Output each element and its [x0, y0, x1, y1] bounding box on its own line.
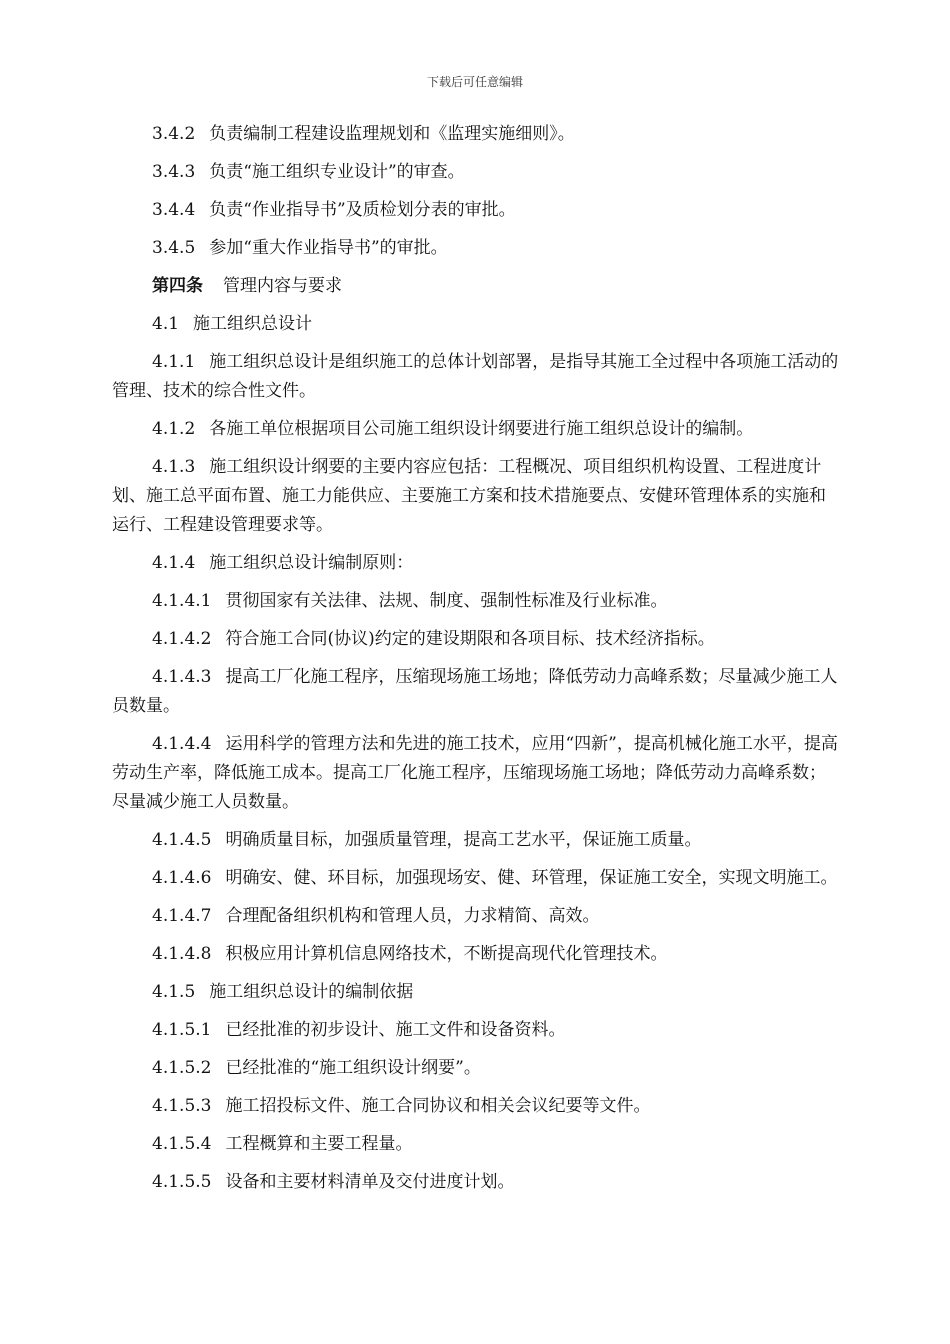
clause-number: 3.4.3 [152, 162, 196, 182]
paragraph [112, 1168, 840, 1197]
clause-number: 4.1.5.2 [152, 1058, 212, 1078]
clause-number: 4.1.5.5 [152, 1172, 212, 1192]
clause-number: 4.1.4.7 [152, 906, 212, 926]
clause-number: 3.4.4 [152, 200, 196, 220]
clause-number: 4.1.5 [152, 982, 196, 1002]
paragraph [112, 310, 840, 339]
clause-number: 4.1.4.8 [152, 944, 212, 964]
paragraph [112, 663, 840, 721]
page-header: 下载后可任意编辑 [426, 75, 523, 89]
clause-text: 贯彻国家有关法律、法规、制度、强制性标准及行业标准。 [225, 591, 668, 611]
clause-text: 各施工单位根据项目公司施工组织设计纲要进行施工组织总设计的编制。 [209, 419, 754, 439]
clause-text: 提高工厂化施工程序，压缩现场施工场地；降低劳动力高峰系数；尽量减少施工人员数量。 [112, 667, 838, 716]
paragraph [112, 587, 840, 616]
paragraph [112, 453, 840, 540]
clause-text: 施工组织设计纲要的主要内容应包括：工程概况、项目组织机构设置、工程进度计划、施工总平面布置、施工力能供应、主要施工方案和技术措施要点、安健环管理体系的实施和运行、工程建设管理要求等。 [112, 457, 826, 535]
paragraph [112, 196, 840, 225]
clause-number: 4.1.5.1 [152, 1020, 212, 1040]
clause-text: 积极应用计算机信息网络技术，不断提高现代化管理技术。 [225, 944, 668, 964]
clause-text: 施工组织总设计 [193, 314, 313, 334]
paragraph [112, 1016, 840, 1045]
paragraph [112, 826, 840, 855]
clause-number: 4.1.3 [152, 457, 196, 477]
paragraph [112, 234, 840, 263]
clause-text: 已经批准的初步设计、施工文件和设备资料。 [225, 1020, 566, 1040]
clause-text: 设备和主要材料清单及交付进度计划。 [225, 1172, 515, 1192]
clause-text: 明确质量目标，加强质量管理，提高工艺水平，保证施工质量。 [225, 830, 702, 850]
paragraph [112, 940, 840, 969]
section-heading [112, 272, 840, 301]
clause-number: 4.1.4.6 [152, 868, 212, 888]
clause-number: 4.1.4.5 [152, 830, 212, 850]
paragraph [112, 864, 840, 893]
clause-text: 明确安、健、环目标，加强现场安、健、环管理，保证施工安全，实现文明施工。 [225, 868, 838, 888]
paragraph [112, 1054, 840, 1083]
paragraph [112, 549, 840, 578]
clause-number: 4.1 [152, 314, 180, 334]
clause-number: 4.1.2 [152, 419, 196, 439]
clause-text: 施工招投标文件、施工合同协议和相关会议纪要等文件。 [225, 1096, 651, 1116]
clause-text: 符合施工合同(协议)约定的建设期限和各项目标、技术经济指标。 [225, 629, 715, 649]
paragraph [112, 1130, 840, 1159]
clause-text: 已经批准的“施工组织设计纲要”。 [225, 1058, 481, 1078]
clause-text: 负责“施工组织专业设计”的审查。 [209, 162, 465, 182]
clause-text: 施工组织总设计编制原则： [209, 553, 414, 573]
clause-number: 4.1.4.3 [152, 667, 212, 687]
clause-text: 负责编制工程建设监理规划和《监理实施细则》。 [209, 124, 575, 144]
paragraph [112, 158, 840, 187]
paragraph [112, 978, 840, 1007]
clause-text: 施工组织总设计的编制依据 [209, 982, 414, 1002]
clause-number: 3.4.2 [152, 124, 196, 144]
clause-text: 运用科学的管理方法和先进的施工技术，应用“四新”，提高机械化施工水平，提高劳动生产率，降低施工成本。提高工厂化施工程序，压缩现场施工场地；降低劳动力高峰系数；尽量减少施工人员数量。 [112, 734, 838, 812]
clause-text: 参加“重大作业指导书”的审批。 [209, 238, 448, 258]
article-number: 第四条 [152, 276, 203, 296]
clause-number: 3.4.5 [152, 238, 196, 258]
clause-number: 4.1.4 [152, 553, 196, 573]
clause-text: 施工组织总设计是组织施工的总体计划部署，是指导其施工全过程中各项施工活动的管理、技术的综合性文件。 [112, 352, 839, 401]
paragraph [112, 348, 840, 406]
clause-number: 4.1.1 [152, 352, 196, 372]
paragraph [112, 730, 840, 817]
clause-number: 4.1.5.4 [152, 1134, 212, 1154]
document-body [112, 120, 840, 1206]
clause-text: 负责“作业指导书”及质检划分表的审批。 [209, 200, 516, 220]
paragraph [112, 415, 840, 444]
clause-number: 4.1.5.3 [152, 1096, 212, 1116]
paragraph [112, 120, 840, 149]
clause-number: 4.1.4.4 [152, 734, 212, 754]
paragraph [112, 902, 840, 931]
clause-text: 工程概算和主要工程量。 [225, 1134, 413, 1154]
clause-text: 合理配备组织机构和管理人员，力求精简、高效。 [225, 906, 600, 926]
article-title: 管理内容与要求 [223, 276, 342, 296]
paragraph [112, 625, 840, 654]
paragraph [112, 1092, 840, 1121]
clause-number: 4.1.4.2 [152, 629, 212, 649]
clause-number: 4.1.4.1 [152, 591, 212, 611]
